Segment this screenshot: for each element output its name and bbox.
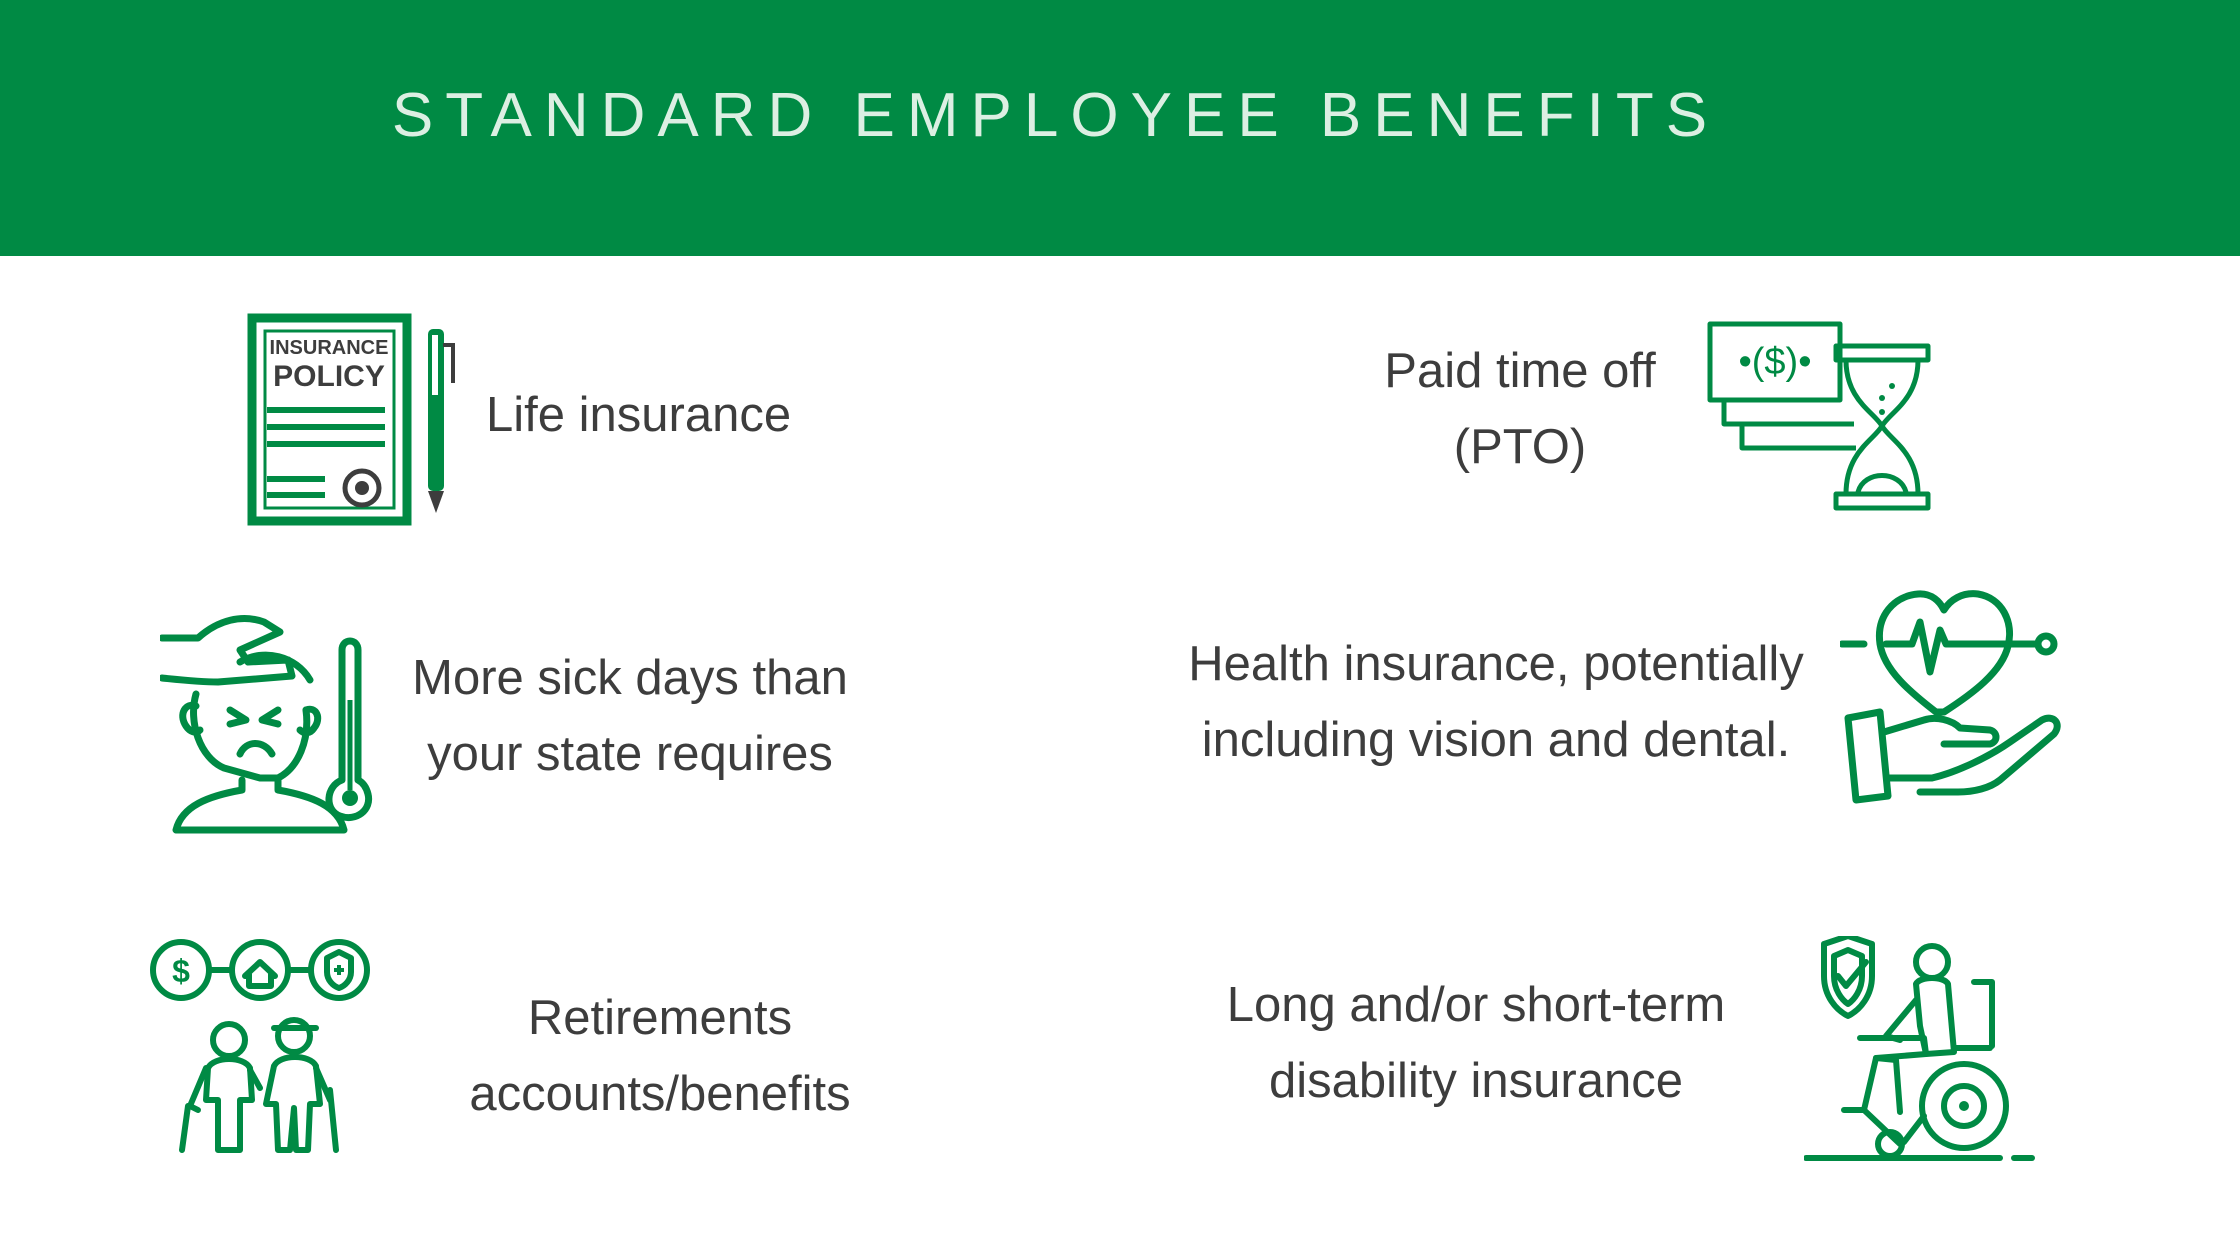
sick-days-label: More sick days than your state requires [412, 651, 848, 781]
money-hourglass-icon [1706, 320, 1932, 520]
sick-person-thermometer-icon [160, 610, 382, 835]
policy-heading-line-1: INSURANCE [269, 337, 389, 359]
life-insurance-label: Life insurance [486, 388, 792, 442]
wheelchair-shield-icon [1804, 936, 2036, 1162]
pto-label: Paid time off (PTO) [1384, 344, 1656, 474]
money-symbol: •($)• [1738, 341, 1812, 383]
health-insurance-label: Health insurance, potentially including vision and dental. [1188, 637, 1804, 767]
insurance-policy-icon [245, 313, 465, 528]
retirement-elderly-couple-icon [148, 938, 374, 1162]
dollar-symbol: $ [172, 953, 190, 989]
retirement-label: Retirements accounts/benefits [469, 991, 851, 1121]
header-banner [0, 0, 2240, 256]
policy-heading-line-2: POLICY [273, 360, 385, 393]
heart-in-hand-icon [1840, 582, 2062, 804]
page-title: STANDARD EMPLOYEE BENEFITS [391, 81, 1720, 150]
disability-label: Long and/or short-term disability insurance [1226, 978, 1726, 1108]
